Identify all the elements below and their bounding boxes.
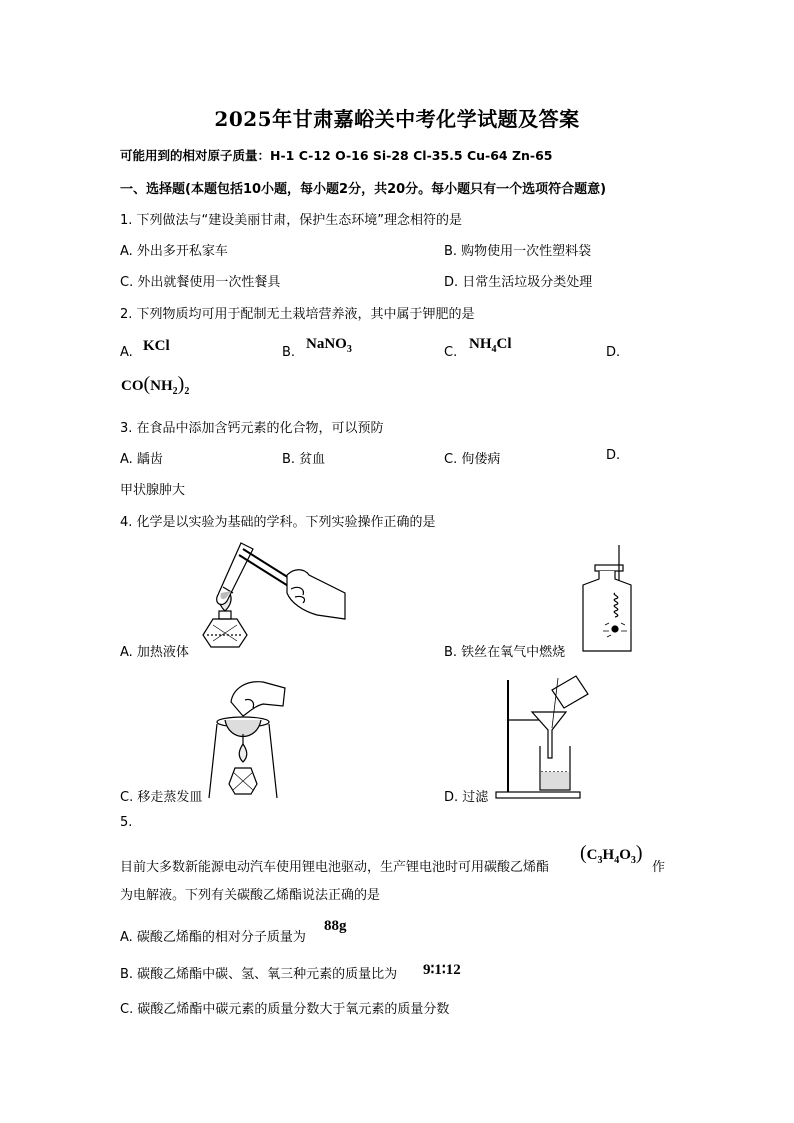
- question-5-stem-tail: 作: [652, 860, 666, 875]
- question-1-stem: 1. 下列做法与“建设美丽甘肃，保护生态环境”理念相符的是: [120, 213, 463, 228]
- question-4-stem: 4. 化学是以实验为基础的学科。下列实验操作正确的是: [120, 515, 436, 530]
- question-1-option-a: A. 外出多开私家车: [120, 244, 228, 259]
- question-2-stem: 2. 下列物质均可用于配制无土栽培营养液，其中属于钾肥的是: [120, 307, 475, 322]
- question-5-option-c: C. 碳酸乙烯酯中碳元素的质量分数大于氧元素的质量分数: [120, 1002, 450, 1017]
- question-5-option-b: B. 碳酸乙烯酯中碳、氢、氧三种元素的质量比为: [120, 967, 398, 982]
- question-4-option-c: C. 移走蒸发皿: [120, 790, 203, 805]
- heating-liquid-figure: [195, 535, 355, 655]
- section-heading: 一、选择题(本题包括10小题，每小题2分，共20分。每小题只有一个选项符合题意): [120, 182, 607, 197]
- question-2-option-d-formula: $CO(NH_2)_2$: [121, 373, 190, 397]
- question-4-option-b: B. 铁丝在氧气中燃烧: [444, 645, 566, 660]
- question-5-option-a-value: 88g: [324, 918, 347, 934]
- question-2-option-c-label: C.: [444, 345, 458, 360]
- question-5-option-b-value: 9∶1∶12: [423, 962, 461, 978]
- question-5-stem-line1: 目前大多数新能源电动汽车使用锂电池驱动，生产锂电池时可用碳酸乙烯酯: [120, 860, 550, 875]
- question-2-option-b-label: B.: [282, 345, 296, 360]
- page-title: 2025年甘肃嘉峪关中考化学试题及答案: [214, 107, 580, 131]
- iron-wire-burning-figure: [575, 543, 640, 655]
- question-4-option-d: D. 过滤: [444, 790, 489, 805]
- question-5-stem-line2: 为电解液。下列有关碳酸乙烯酯说法正确的是: [120, 888, 381, 903]
- question-2-option-d-label: D.: [606, 345, 621, 360]
- question-2-option-b-formula: NaNO$_3$: [306, 336, 352, 355]
- filtration-figure: [492, 668, 612, 800]
- question-3-option-d-text: 甲状腺肿大: [120, 483, 186, 498]
- question-4-option-a: A. 加热液体: [120, 645, 189, 660]
- question-1-option-c: C. 外出就餐使用一次性餐具: [120, 275, 281, 290]
- evaporating-dish-figure: [203, 672, 293, 802]
- question-1-option-d: D. 日常生活垃圾分类处理: [444, 275, 593, 290]
- question-2-option-c-formula: $NH_4Cl$: [469, 336, 512, 355]
- question-2-option-a-formula: KCl: [143, 338, 170, 354]
- question-3-option-c: C. 佝偻病: [444, 452, 501, 467]
- question-5-formula: $(C_3H_4O_3)$: [580, 842, 643, 866]
- question-1-option-b: B. 购物使用一次性塑料袋: [444, 244, 592, 259]
- question-3-option-b: B. 贫血: [282, 452, 326, 467]
- question-3-option-a: A. 龋齿: [120, 452, 163, 467]
- question-3-option-d-label: D.: [606, 448, 621, 463]
- question-5-number: 5.: [120, 815, 133, 830]
- atomic-masses: 可能用到的相对原子质量：H-1 C-12 O-16 Si-28 Cl-35.5 Cu-64 Zn-65: [120, 148, 553, 163]
- question-3-stem: 3. 在食品中添加含钙元素的化合物，可以预防: [120, 421, 384, 436]
- question-2-option-a-label: A.: [120, 345, 133, 360]
- question-5-option-a: A. 碳酸乙烯酯的相对分子质量为: [120, 930, 306, 945]
